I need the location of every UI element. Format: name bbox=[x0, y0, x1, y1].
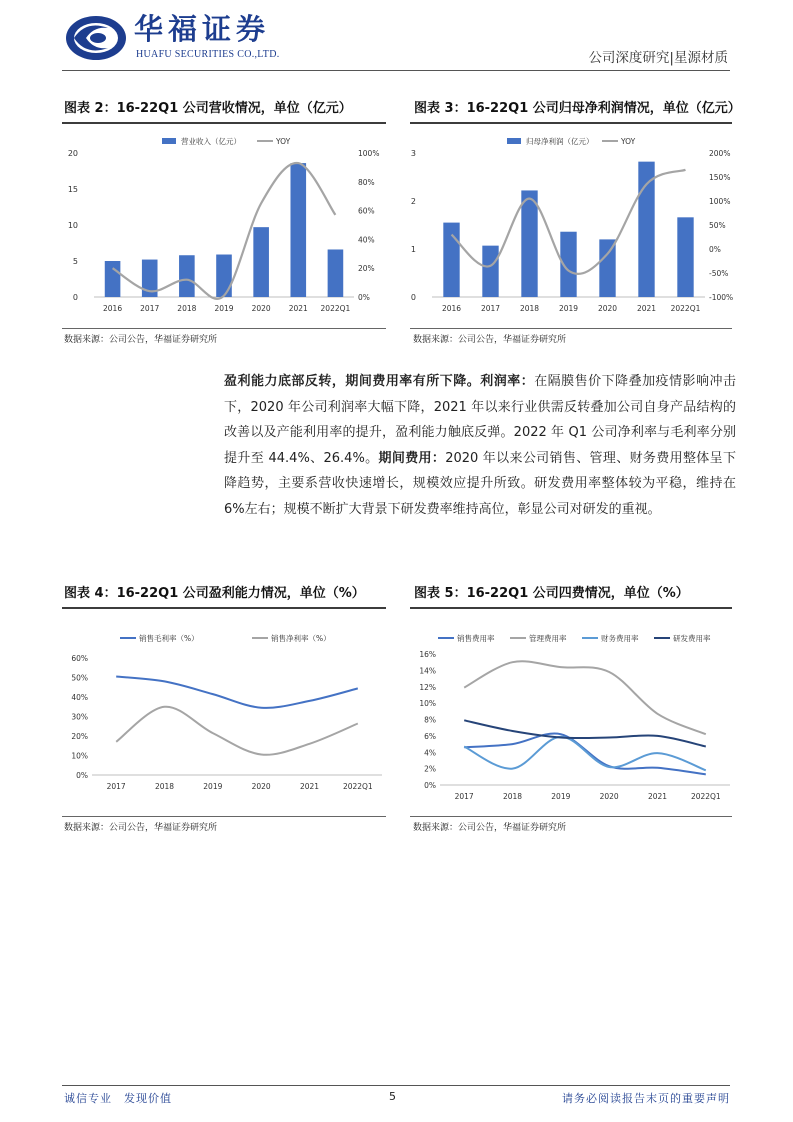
margin-ytick-3: 30% bbox=[71, 712, 88, 722]
margin-xtick-2: 2019 bbox=[203, 782, 223, 791]
profit-legend-swatch-0 bbox=[507, 138, 521, 144]
profit-bar-2017 bbox=[482, 246, 498, 297]
profit-ytick-right-4: 100% bbox=[709, 197, 731, 206]
profit-xtick-2: 2018 bbox=[519, 304, 540, 313]
margin-xtick-1: 2018 bbox=[154, 782, 175, 791]
revenue-chart bbox=[62, 128, 386, 320]
profit-ytick-left-0: 0 bbox=[410, 293, 416, 302]
figure-5-bottom-rule bbox=[410, 816, 732, 817]
profit-margin-text: 在隔膜售价下降叠加疫情影响冲击下，2020 年公司利润率大幅下降，2021 年以来行业供需反转叠加公司自身产品结构的改善以及产能利用率的提升，盈利能力触底反弹。2022 年 Q1 公司净利率与毛利率分别提升至 44.4%、26.4%。 bbox=[224, 374, 736, 466]
expense-ytick-1: 2% bbox=[424, 764, 436, 774]
expense-ytick-8: 16% bbox=[419, 650, 436, 659]
expense-legend-label-3: 研发费用率 bbox=[673, 634, 711, 643]
profit-xtick-5: 2021 bbox=[636, 304, 657, 313]
profit-bar-2022Q1 bbox=[677, 217, 693, 297]
profit-bar-2021 bbox=[638, 162, 654, 297]
margin-legend-label-0: 销售毛利率（%） bbox=[139, 634, 199, 643]
expense-legend-label-2: 财务费用率 bbox=[601, 634, 639, 643]
margin-line-0 bbox=[116, 677, 358, 708]
profit-bar-2018 bbox=[521, 190, 537, 297]
profit-ytick-right-2: 0% bbox=[709, 245, 721, 254]
profit-ytick-right-6: 200% bbox=[709, 149, 731, 158]
revenue-ytick-right-3: 60% bbox=[358, 206, 375, 216]
revenue-legend-swatch-0 bbox=[162, 138, 176, 144]
profit-xtick-4: 2020 bbox=[597, 304, 618, 313]
expense-ytick-3: 6% bbox=[424, 731, 436, 741]
expense-xtick-2: 2019 bbox=[551, 792, 571, 801]
profit-ytick-right-3: 50% bbox=[709, 221, 726, 230]
expense-line-0 bbox=[464, 733, 706, 774]
huafu-logo-icon bbox=[64, 14, 128, 62]
profit-ytick-right-0: -100% bbox=[709, 293, 734, 302]
figure-2-top-rule bbox=[62, 122, 386, 124]
figure-3-top-rule bbox=[410, 122, 732, 124]
figure-4-top-rule bbox=[62, 607, 386, 609]
expense-legend-label-0: 销售费用率 bbox=[457, 634, 495, 643]
revenue-xtick-5: 2021 bbox=[288, 304, 308, 313]
profit-legend-label-1: YOY bbox=[621, 137, 636, 146]
revenue-xtick-1: 2017 bbox=[140, 304, 160, 313]
expense-xtick-3: 2020 bbox=[599, 792, 619, 801]
expense-ytick-4: 8% bbox=[424, 715, 436, 725]
figure-5-top-rule bbox=[410, 607, 732, 609]
margin-ytick-2: 20% bbox=[71, 732, 88, 741]
profit-xtick-6: 2022Q1 bbox=[670, 304, 701, 313]
figure-2-source: 数据来源：公司公告，华福证券研究所 bbox=[64, 335, 218, 345]
revenue-xtick-3: 2019 bbox=[214, 304, 234, 313]
figure-2-title: 图表 2：16-22Q1 公司营收情况，单位（亿元） bbox=[64, 101, 352, 116]
revenue-ytick-right-1: 20% bbox=[358, 264, 375, 274]
revenue-legend-label-1: YOY bbox=[276, 137, 291, 146]
margin-xtick-4: 2021 bbox=[299, 782, 320, 791]
net-profit-chart bbox=[410, 128, 732, 320]
expense-ytick-6: 12% bbox=[419, 682, 436, 692]
revenue-ytick-right-5: 100% bbox=[358, 149, 380, 158]
page-number: 5 bbox=[389, 1090, 396, 1103]
margin-legend-label-1: 销售净利率（%） bbox=[271, 634, 331, 643]
revenue-bar-2016 bbox=[105, 261, 121, 297]
figure-5-source: 数据来源：公司公告，华福证券研究所 bbox=[413, 823, 567, 833]
revenue-xtick-4: 2020 bbox=[251, 304, 271, 313]
profit-ytick-left-3: 3 bbox=[410, 149, 416, 158]
report-type: 公司深度研究|星源材质 bbox=[588, 50, 728, 66]
expense-ytick-7: 14% bbox=[419, 666, 436, 676]
revenue-bar-2019 bbox=[216, 255, 232, 297]
header-divider bbox=[62, 70, 730, 71]
expense-ytick-5: 10% bbox=[419, 699, 436, 709]
revenue-ytick-left-2: 10 bbox=[67, 221, 78, 230]
brand-name-en: HUAFU SECURITIES CO.,LTD. bbox=[136, 49, 280, 60]
figure-3-title: 图表 3：16-22Q1 公司归母净利润情况，单位（亿元） bbox=[414, 101, 741, 116]
footer-slogan: 诚信专业 发现价值 bbox=[64, 1092, 172, 1105]
profit-xtick-0: 2016 bbox=[441, 304, 462, 313]
expense-legend-label-1: 管理费用率 bbox=[529, 634, 567, 643]
expense-xtick-4: 2021 bbox=[647, 792, 668, 801]
revenue-bar-2018 bbox=[179, 255, 195, 297]
profitability-chart bbox=[62, 614, 386, 810]
expense-line-3 bbox=[464, 720, 706, 746]
revenue-xtick-6: 2022Q1 bbox=[320, 304, 351, 313]
footer-disclaimer: 请务必阅读报告末页的重要声明 bbox=[562, 1092, 730, 1105]
analysis-paragraph bbox=[224, 369, 736, 523]
profit-legend-label-0: 归母净利润（亿元） bbox=[526, 137, 594, 146]
lead-sentence: 盈利能力底部反转，期间费用率有所下降。 bbox=[224, 374, 481, 389]
figure-4-title: 图表 4：16-22Q1 公司盈利能力情况，单位（%） bbox=[64, 586, 365, 601]
expense-ytick-2: 4% bbox=[424, 748, 436, 758]
margin-line-1 bbox=[116, 707, 358, 755]
profit-xtick-3: 2019 bbox=[558, 304, 579, 313]
profit-ytick-left-2: 2 bbox=[410, 197, 416, 206]
expense-ytick-0: 0% bbox=[424, 781, 436, 790]
brand-name-cn: 华福证券 bbox=[134, 12, 271, 46]
figure-2-bottom-rule bbox=[62, 328, 386, 329]
revenue-bar-2021 bbox=[290, 163, 306, 297]
profit-bar-2016 bbox=[443, 223, 459, 297]
expense-xtick-0: 2017 bbox=[454, 792, 474, 801]
expense-line-1 bbox=[464, 661, 706, 734]
expense-xtick-1: 2018 bbox=[502, 792, 523, 801]
margin-ytick-6: 60% bbox=[71, 654, 88, 663]
revenue-ytick-left-1: 5 bbox=[72, 257, 78, 266]
figure-3-bottom-rule bbox=[410, 328, 732, 329]
revenue-ytick-left-0: 0 bbox=[72, 293, 78, 302]
profit-xtick-1: 2017 bbox=[480, 304, 501, 313]
profit-ytick-left-1: 1 bbox=[410, 245, 416, 254]
margin-ytick-0: 0% bbox=[76, 771, 88, 780]
revenue-bar-2022Q1 bbox=[328, 249, 344, 297]
profit-ytick-right-1: -50% bbox=[709, 269, 729, 278]
margin-ytick-4: 40% bbox=[71, 693, 88, 702]
figure-4-source: 数据来源：公司公告，华福证券研究所 bbox=[64, 823, 218, 833]
figure-3-source: 数据来源：公司公告，华福证券研究所 bbox=[413, 335, 567, 345]
figure-5-title: 图表 5：16-22Q1 公司四费情况，单位（%） bbox=[414, 586, 689, 601]
term-profit-margin: 利润率： bbox=[480, 374, 535, 389]
footer-divider bbox=[62, 1085, 730, 1086]
figure-4-bottom-rule bbox=[62, 816, 386, 817]
revenue-xtick-0: 2016 bbox=[103, 304, 123, 313]
profit-bar-2020 bbox=[599, 239, 615, 297]
period-expense-text: 2020 年以来公司销售、管理、财务费用整体呈下降趋势，主要系营收快速增长，规模效应提升所致。研发费用率整体较为平稳，维持在 6%左右；规模不断扩大背景下研发费率维持高位，彰显公司对研发的重视。 bbox=[224, 450, 737, 517]
revenue-xtick-2: 2018 bbox=[177, 304, 197, 313]
revenue-ytick-right-2: 40% bbox=[358, 235, 375, 245]
revenue-bar-2020 bbox=[253, 227, 269, 297]
revenue-ytick-left-3: 15 bbox=[67, 185, 78, 194]
expense-line-2 bbox=[464, 737, 706, 771]
expense-xtick-5: 2022Q1 bbox=[690, 792, 721, 801]
margin-xtick-5: 2022Q1 bbox=[342, 782, 373, 791]
margin-ytick-5: 50% bbox=[71, 673, 88, 683]
revenue-ytick-left-4: 20 bbox=[67, 149, 78, 158]
margin-xtick-0: 2017 bbox=[106, 782, 126, 791]
margin-ytick-1: 10% bbox=[71, 751, 88, 761]
revenue-legend-label-0: 营业收入（亿元） bbox=[181, 137, 241, 146]
profit-ytick-right-5: 150% bbox=[709, 173, 731, 182]
expense-ratio-chart bbox=[410, 614, 732, 810]
revenue-ytick-right-4: 80% bbox=[358, 177, 375, 187]
revenue-ytick-right-0: 0% bbox=[358, 293, 370, 302]
term-period-expense: 期间费用： bbox=[378, 450, 446, 466]
page-header bbox=[0, 0, 793, 70]
margin-xtick-3: 2020 bbox=[251, 782, 271, 791]
